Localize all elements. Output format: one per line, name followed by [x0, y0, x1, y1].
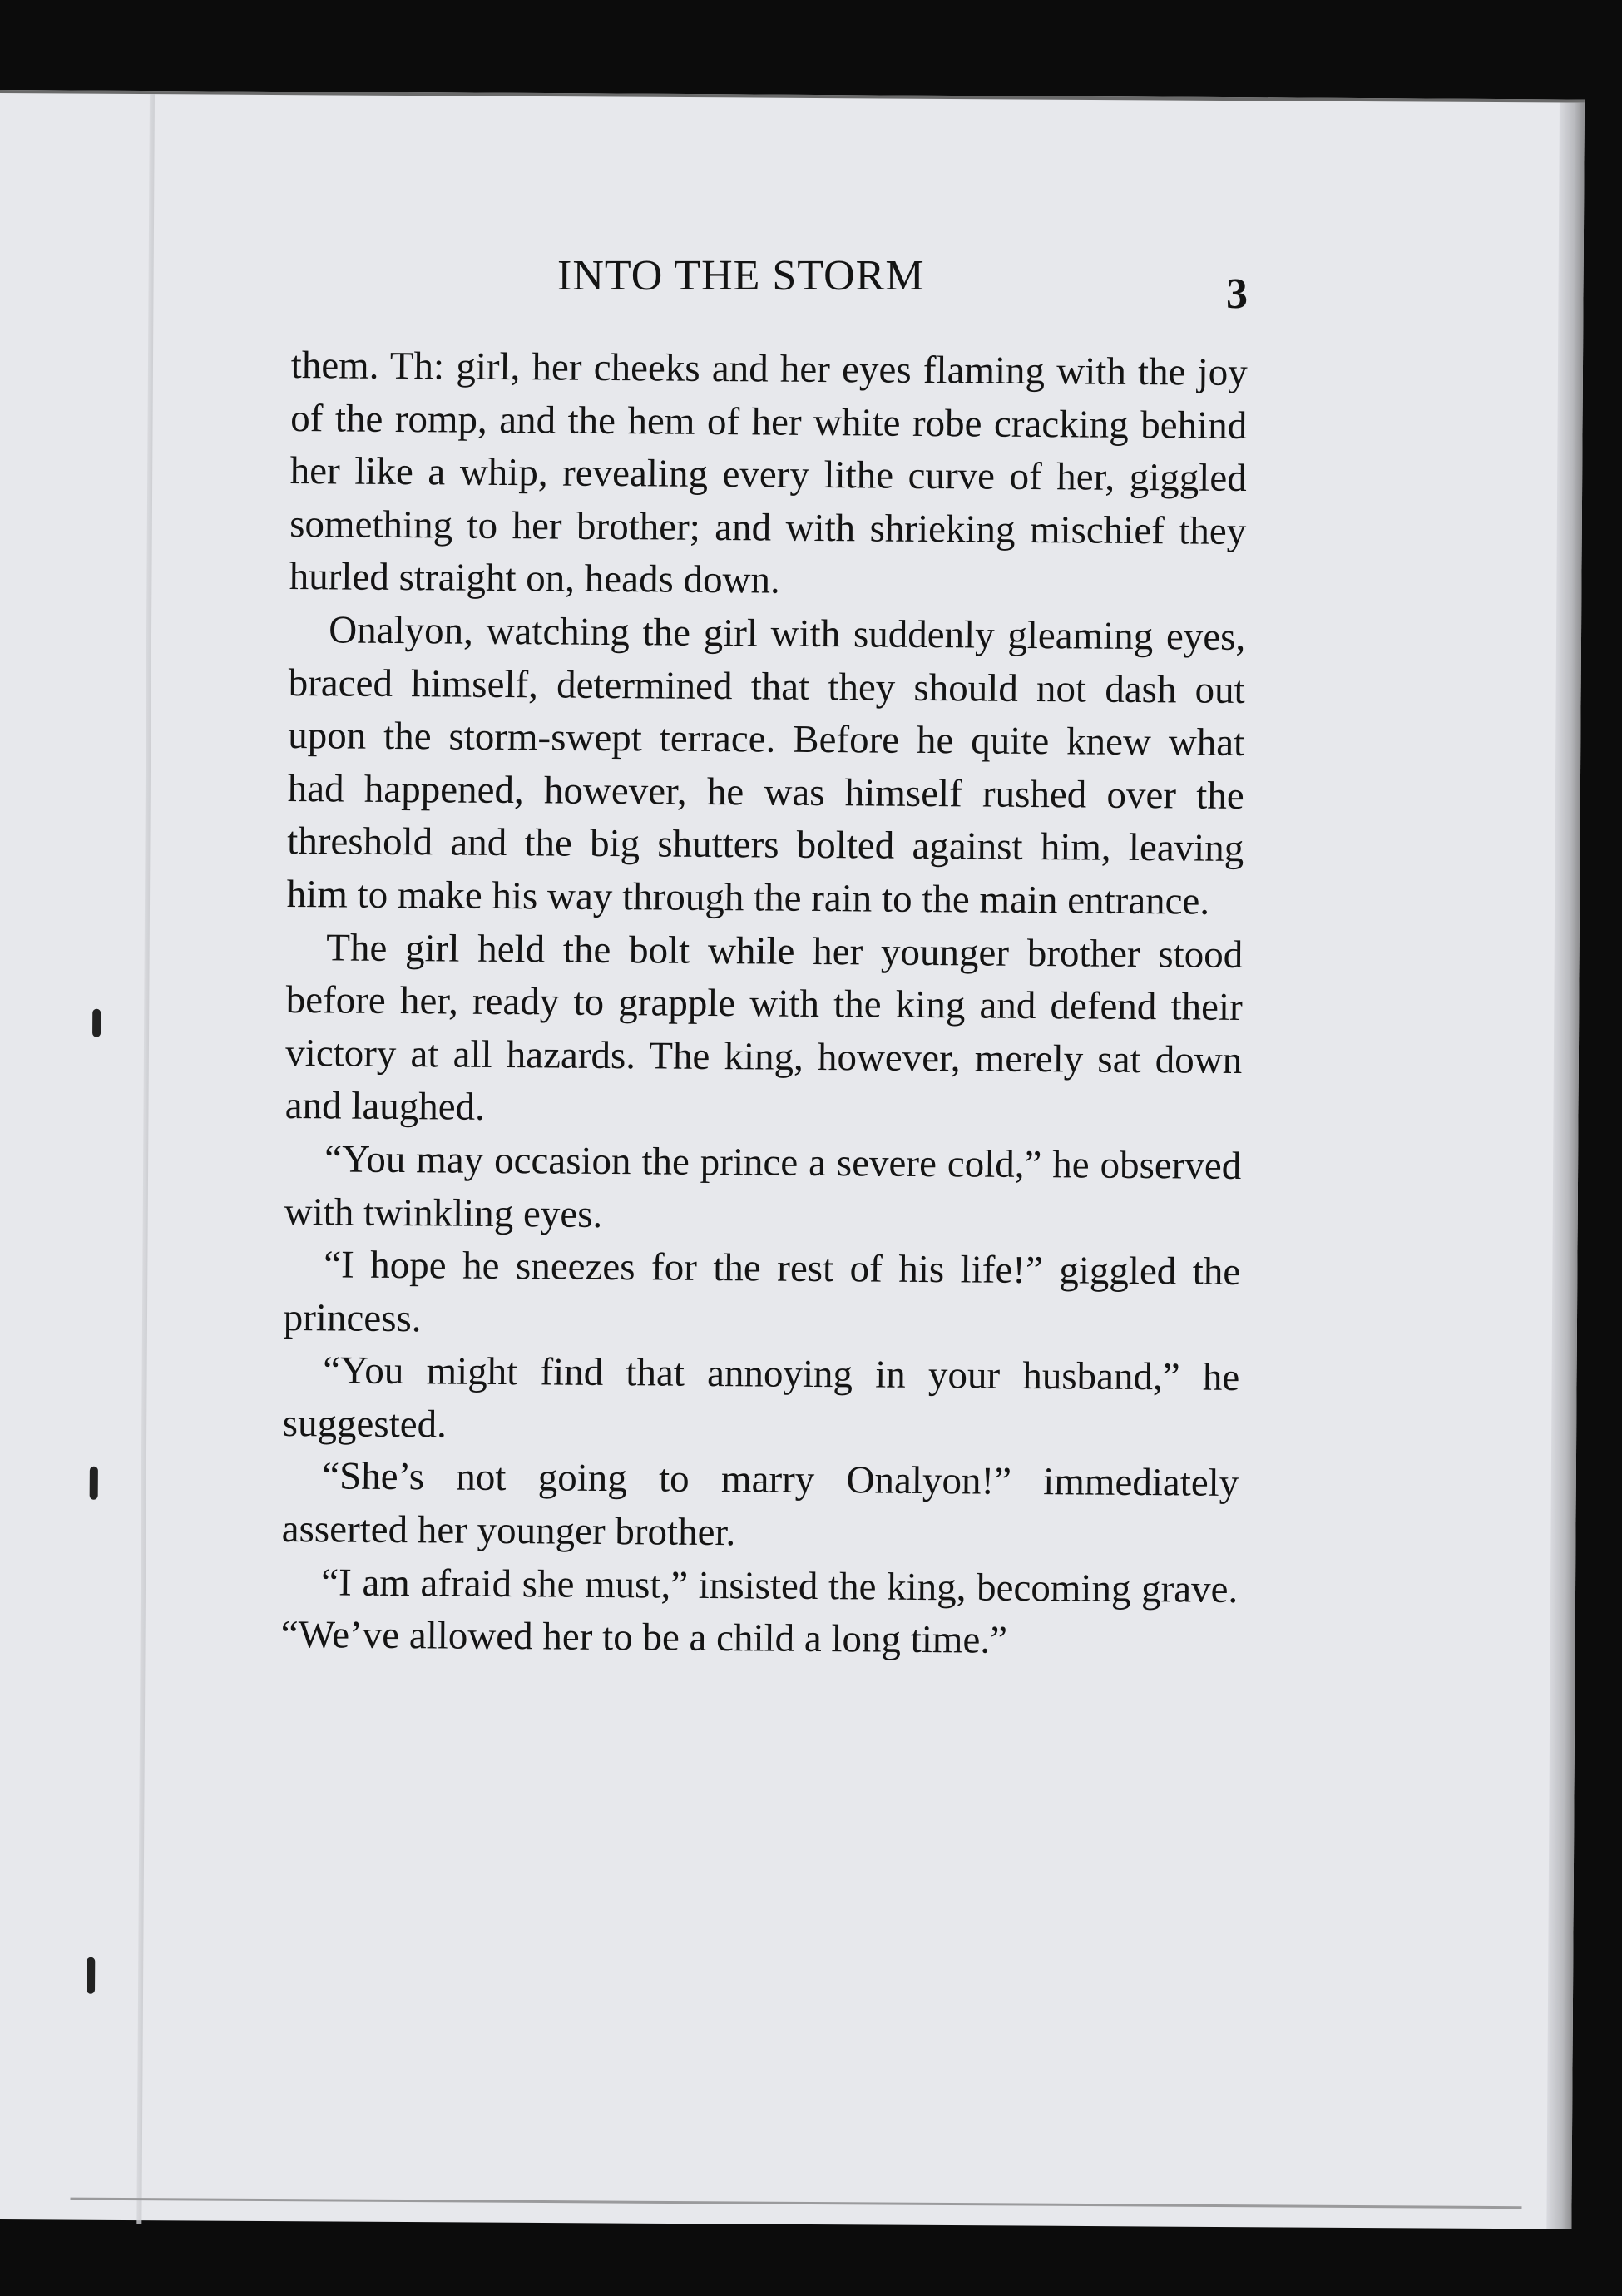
paragraph: “You might find that annoying in your husband,” he suggested. [282, 1348, 1240, 1447]
page-edge [1546, 102, 1585, 2229]
gutter-shadow [136, 94, 155, 2224]
margin-mark [92, 1009, 101, 1037]
paragraph: “I am afraid she must,” insisted the king, becoming grave. “We’ve allowed her to be a child a long time.” [280, 1560, 1239, 1663]
page-number: 3 [1226, 270, 1248, 318]
running-head: INTO THE STORM [557, 252, 925, 299]
body-text [281, 339, 1248, 1670]
margin-mark [87, 1957, 95, 1994]
paragraph: “She’s not going to marry Onalyon!” immediately asserted her younger brother. [281, 1454, 1239, 1555]
margin-mark [90, 1467, 98, 1500]
paragraph: The girl held the bolt while her younger brother stood before her, ready to grapple with the king and defend their victory at all hazards. The king, however, merely sat down and laughed. [284, 925, 1244, 1130]
paragraph: Onalyon, watching the girl with suddenly gleaming eyes, braced himself, determined that they should not dash out upon the storm-swept terrace. Before he quite knew what had happened, however, he was himself rushed over the threshold and the big shutters bolted against him, leaving him to make his way through the rain to the main entrance. [286, 608, 1246, 923]
paragraph: “You may occasion the prince a severe cold,” he observed with twinkling eyes. [284, 1137, 1242, 1236]
paragraph: them. Th: girl, her cheeks and her eyes flaming with the joy of the romp, and the hem of her white robe cracking behind her like a whip, revealing every lithe curve of her, giggled something to her brother; and with shrieking mischief they hurled straight on, heads down. [289, 343, 1248, 602]
bottom-edge [71, 2198, 1522, 2209]
page-header [291, 251, 1248, 318]
paragraph: “I hope he sneezes for the rest of his life!” giggled the princess. [283, 1243, 1241, 1340]
